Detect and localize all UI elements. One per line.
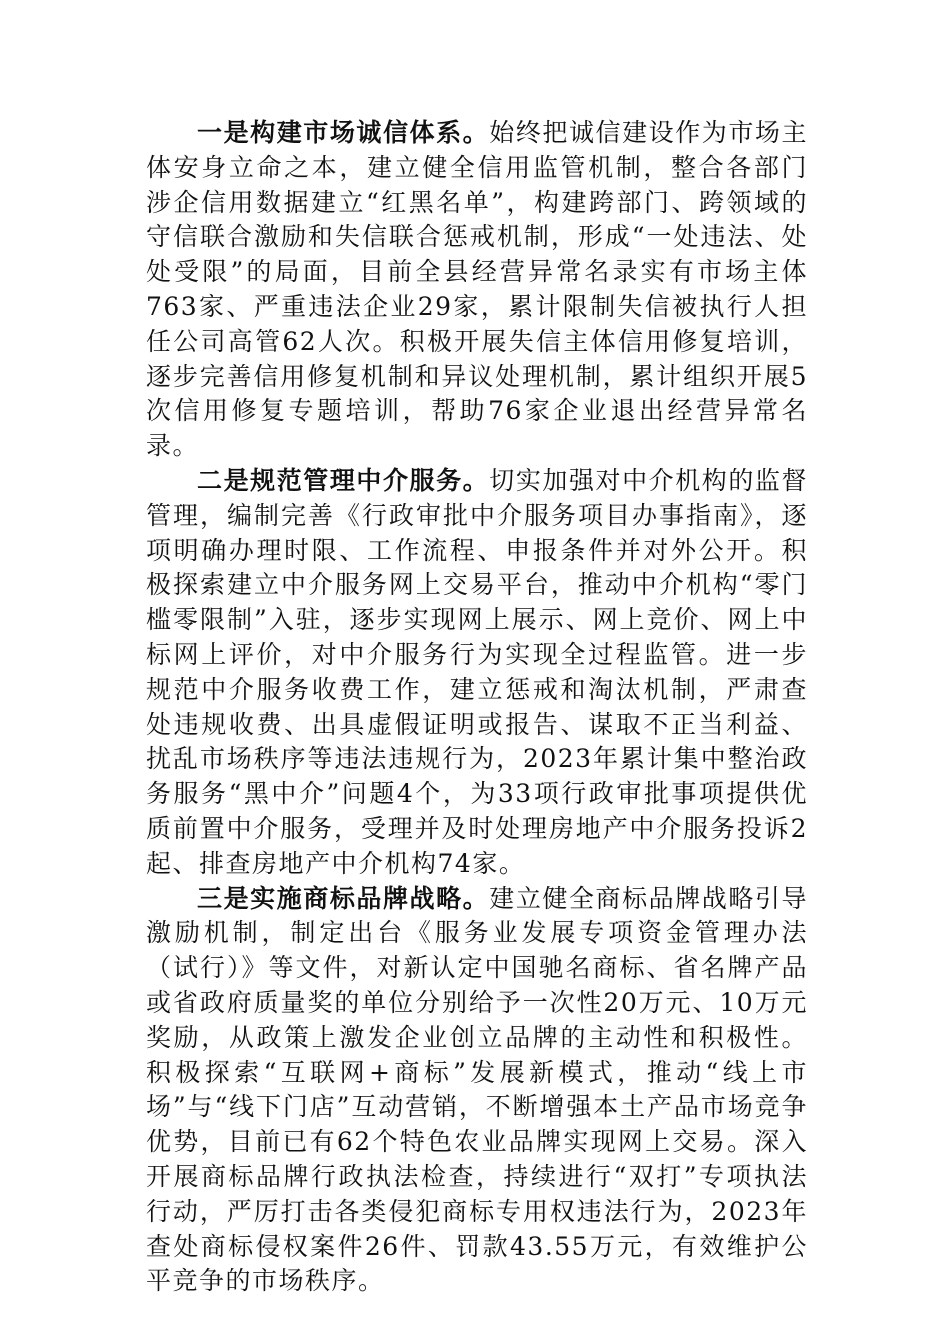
paragraph-lead: 三是实施商标品牌战略。 [197,883,490,913]
paragraph-body: 始终把诚信建设作为市场主体安身立命之本，建立健全信用监管机制，整合各部门涉企信用数据建立“红黑名单”，构建跨部门、跨领域的守信联合激励和失信联合惩戒机制，形成“一处违法、处处受限”的局面，目前全县经营异常名录实有市场主体763家、严重违法企业29家，累计限制失信被执行人担任公司高管62人次。积极开展失信主体信用修复培训，逐步完善信用修复机制和异议处理机制，累计组织开展5次信用修复专题培训，帮助76家企业退出经营异常名录。 [146,118,808,461]
paragraph-intermediary-services [146,464,808,882]
paragraph-trademark-strategy [146,882,808,1300]
paragraph-credit-system [146,116,808,464]
paragraph-body: 切实加强对中介机构的监督管理，编制完善《行政审批中介服务项目办事指南》，逐项明确办理时限、工作流程、申报条件并对外公开。积极探索建立中介服务网上交易平台，推动中介机构“零门槛零限制”入驻，逐步实现网上展示、网上竞价、网上中标网上评价，对中介服务行为实现全过程监管。进一步规范中介服务收费工作，建立惩戒和淘汰机制，严肃查处违规收费、出具虚假证明或报告、谋取不正当利益、扰乱市场秩序等违法违规行为，2023年累计集中整治政务服务“黑中介”问题4个，为33项行政审批事项提供优质前置中介服务，受理并及时处理房地产中介服务投诉2起、排查房地产中介机构74家。 [146,465,808,878]
paragraph-lead: 一是构建市场诚信体系。 [197,118,490,147]
document-page [146,116,808,1299]
paragraph-lead: 二是规范管理中介服务。 [197,465,490,495]
paragraph-body: 建立健全商标品牌战略引导激励机制，制定出台《服务业发展专项资金管理办法（试行）》等文件，对新认定中国驰名商标、省名牌产品或省政府质量奖的单位分别给予一次性20万元、10万元奖励，从政策上激发企业创立品牌的主动性和积极性。积极探索“互联网+商标”发展新模式，推动“线上市场”与“线下门店”互动营销，不断增强本土产品市场竞争优势，目前已有62个特色农业品牌实现网上交易。深入开展商标品牌行政执法检查，持续进行“双打”专项执法行动，严厉打击各类侵犯商标专用权违法行为，2023年查处商标侵权案件26件、罚款43.55万元，有效维护公平竞争的市场秩序。 [146,883,808,1296]
